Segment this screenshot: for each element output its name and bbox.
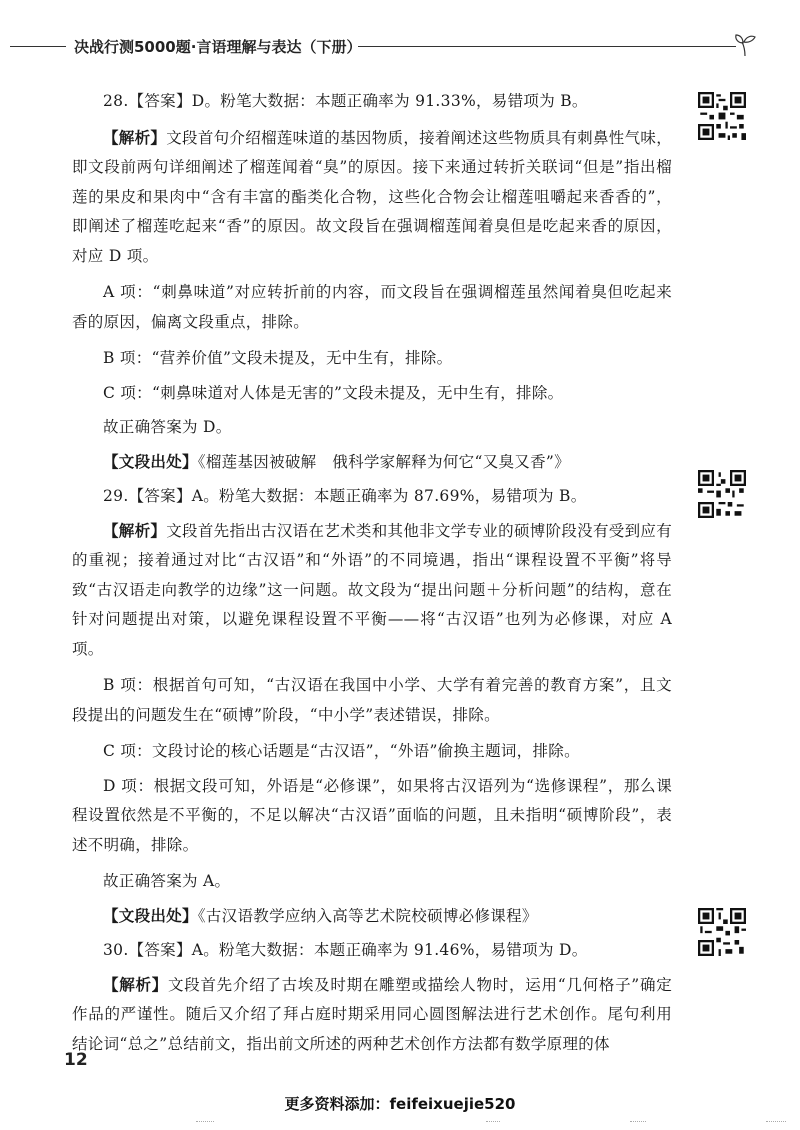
- q28-option-a: A 项：“刺鼻味道”对应转折前的内容，而文段旨在强调榴莲虽然闻着臭但吃起来香的原因，偏离文段重点，排除。: [72, 283, 672, 331]
- footer-promo-text: 更多资料添加：feifeixuejie520: [284, 1095, 516, 1113]
- q29-conclusion: 故正确答案为 A。: [103, 872, 231, 890]
- q29-answer: 29.【答案】A。粉笔大数据：本题正确率为 87.69%，易错项为 B。: [103, 487, 587, 505]
- header-title: 决战行测5000题·言语理解与表达（下册）: [74, 38, 362, 56]
- scan-speck: [766, 1121, 786, 1124]
- q29-analysis: 【解析】文段首先指出古汉语在艺术类和其他非文学专业的硕博阶段没有受到应有的重视；接着通过对比“古汉语”和“外语”的不同境遇，指出“课程设置不平衡”将导致“古汉语走向教学的边缘”这一问题。故文段为“提出问题＋分析问题”的结构，意在针对问题提出对策，以避免课程设置不平衡——将“古汉语”也列为必修课，对应 A 项。: [72, 520, 673, 658]
- page-number: 12: [64, 1050, 88, 1070]
- running-header: [0, 32, 800, 60]
- scan-speck: [630, 1121, 646, 1124]
- sprout-icon: [732, 32, 758, 58]
- answer-explanations: [72, 86, 672, 1065]
- header-rule-left: [10, 46, 66, 47]
- q28-option-b: B 项：“营养价值”文段未提及，无中生有，排除。: [103, 349, 453, 367]
- q29-option-b: B 项：根据首句可知，“古汉语在我国中小学、大学有着完善的教育方案”，且文段提出的问题发生在“硕博”阶段，“中小学”表述错误，排除。: [72, 676, 672, 724]
- q28-analysis: 【解析】文段首句介绍榴莲味道的基因物质，接着阐述这些物质具有刺鼻性气味，即文段前两句详细阐述了榴莲闻着“臭”的原因。接下来通过转折关联词“但是”指出榴莲的果皮和果肉中“含有丰富的酯类化合物，这些化合物会让榴莲咀嚼起来香香的”，即阐述了榴莲吃起来“香”的原因。故文段旨在强调榴莲闻着臭但是吃起来香的原因，对应 D 项。: [72, 127, 673, 265]
- q28-source: 【文段出处】《榴莲基因被破解 俄科学家解释为何它“又臭又香”》: [103, 451, 570, 471]
- q30-analysis: 【解析】文段首先介绍了古埃及时期在雕塑或描绘人物时，运用“几何格子”确定作品的严谨性。随后又介绍了拜占庭时期采用同心圆图解法进行艺术创作。尾句利用结论词“总之”总结前文，指出前文所述的两种艺术创作方法都有数学原理的体: [72, 974, 673, 1053]
- header-rule-right: [358, 46, 736, 47]
- qr-code-q29[interactable]: [698, 470, 746, 518]
- q29-option-d: D 项：根据文段可知，外语是“必修课”，如果将古汉语列为“选修课程”，那么课程设置依然是不平衡的，不足以解决“古汉语”面临的问题，且未指明“硕博阶段”，表述不明确，排除。: [72, 776, 672, 854]
- qr-code-q30[interactable]: [698, 908, 746, 956]
- q30-answer: 30.【答案】A。粉笔大数据：本题正确率为 91.46%，易错项为 D。: [103, 941, 588, 959]
- qr-code-q28[interactable]: [698, 92, 746, 140]
- q28-option-c: C 项：“刺鼻味道对人体是无害的”文段未提及，无中生有，排除。: [103, 383, 564, 402]
- q29-source: 【文段出处】《古汉语教学应纳入高等艺术院校硕博必修课程》: [103, 905, 538, 925]
- scan-speck: [486, 1121, 500, 1124]
- q29-option-c: C 项：文段讨论的核心话题是“古汉语”，“外语”偷换主题词，排除。: [103, 742, 580, 760]
- q28-conclusion: 故正确答案为 D。: [103, 418, 232, 436]
- q28-answer: 28.【答案】D。粉笔大数据：本题正确率为 91.33%，易错项为 B。: [103, 92, 588, 110]
- scan-speck: [196, 1121, 214, 1124]
